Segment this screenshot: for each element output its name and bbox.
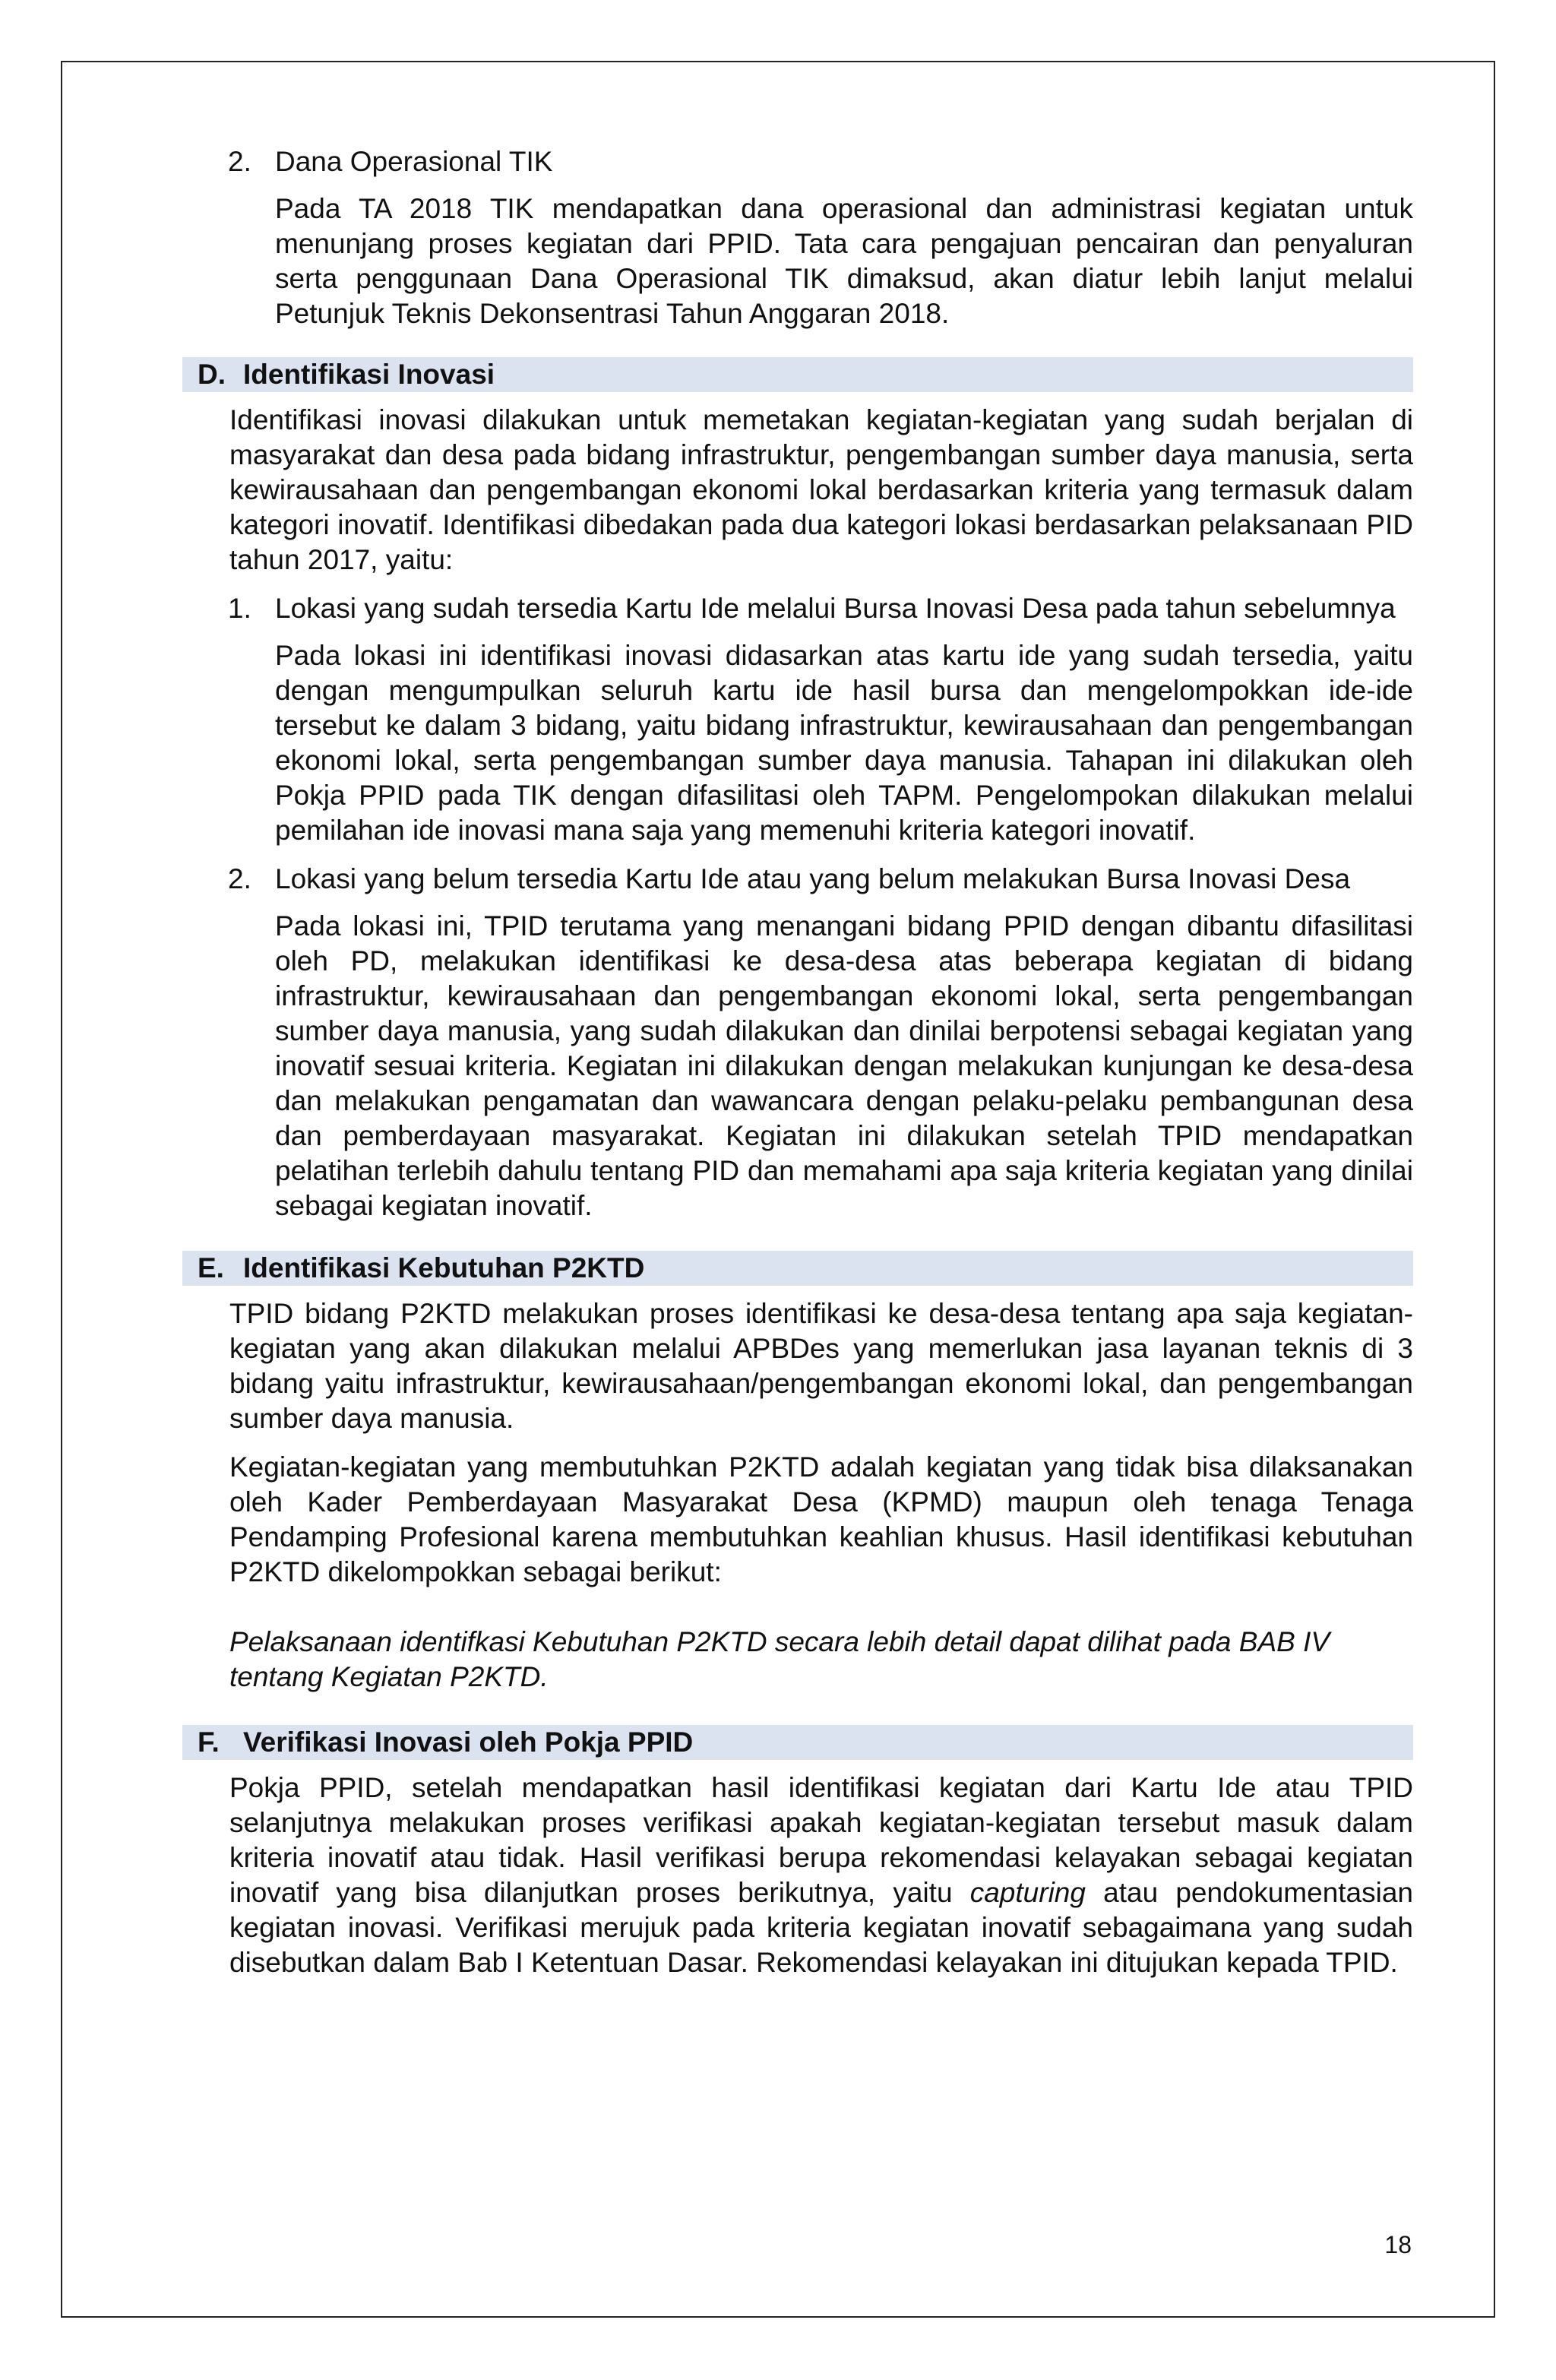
list-item-number: 2.: [228, 146, 251, 177]
paragraph: TPID bidang P2KTD melakukan proses identifikasi ke desa-desa tentang apa saja kegiatan-kegiatan yang akan dilakukan melalui APBDes yang memerlukan jasa layanan teknis di 3 bidang yaitu infrastruktur, kewirausahaan/pengembangan ekonomi lokal, dan pengembangan sumber daya manusia.: [229, 1298, 1413, 1434]
paragraph: Kegiatan-kegiatan yang membutuhkan P2KTD adalah kegiatan yang tidak bisa dilaksanakan oleh Kader Pemberdayaan Masyarakat Desa (KPMD) maupun oleh tenaga Tenaga Pendamping Profesional karena membutuhkan keahlian khusus. Hasil identifikasi kebutuhan P2KTD dikelompokkan sebagai berikut:: [229, 1451, 1413, 1587]
list-item: [167, 862, 1413, 1223]
list-item-dana-operasional: [167, 144, 1413, 331]
section-d-body: [167, 403, 1413, 578]
emphasized-term: capturing: [969, 1877, 1086, 1908]
list-item-number: 2.: [228, 863, 251, 894]
list-item-number: 1.: [228, 593, 251, 624]
page-number: 18: [1384, 2231, 1412, 2258]
list-item: [167, 591, 1413, 848]
paragraph: Identifikasi inovasi dilakukan untuk memetakan kegiatan-kegiatan yang sudah berjalan di masyarakat dan desa pada bidang infrastruktur, pengembangan sumber daya manusia, serta kewirausahaan dan pengembangan ekonomi lokal berdasarkan kriteria yang termasuk dalam kategori inovatif. Identifikasi dibedakan pada dua kategori lokasi berdasarkan pelaksanaan PID tahun 2017, yaitu:: [229, 404, 1413, 575]
section-letter: E.: [198, 1252, 224, 1283]
section-heading-e: [182, 1251, 1413, 1286]
section-letter: D.: [198, 359, 226, 390]
paragraph: Pada lokasi ini identifikasi inovasi didasarkan atas kartu ide yang sudah tersedia, yaitu dengan mengumpulkan seluruh kartu ide hasil bursa dan mengelompokkan ide-ide tersebut ke dalam 3 bidang, yaitu bidang infrastruktur, kewirausahaan dan pengembangan ekonomi lokal, serta pengembangan sumber daya manusia. Tahapan ini dilakukan oleh Pokja PPID pada TIK dengan difasilitasi oleh TAPM. Pengelompokan dilakukan melalui pemilahan ide inovasi mana saja yang memenuhi kriteria kategori inovatif.: [275, 640, 1413, 846]
section-heading-f: [182, 1725, 1413, 1760]
section-letter: F.: [198, 1726, 220, 1758]
list-item-title: Lokasi yang belum tersedia Kartu Ide atau yang belum melakukan Bursa Inovasi Desa: [275, 863, 1351, 894]
section-f-body: [167, 1771, 1413, 1980]
italic-note: Pelaksanaan identifkasi Kebutuhan P2KTD secara lebih detail dapat dilihat pada BAB IV tentang Kegiatan P2KTD.: [229, 1626, 1330, 1692]
section-title: Identifikasi Inovasi: [243, 359, 495, 390]
paragraph: [229, 1771, 1413, 1980]
page-content: [167, 144, 1413, 1980]
section-title: Identifikasi Kebutuhan P2KTD: [243, 1252, 645, 1283]
list-item-title: Lokasi yang sudah tersedia Kartu Ide melalui Bursa Inovasi Desa pada tahun sebelumnya: [275, 593, 1396, 624]
paragraph-text: atau pendokumentasian kegiatan inovasi. Verifikasi merujuk pada kriteria kegiatan inovatif sebagaimana yang sudah disebutkan dalam Bab I Ketentuan Dasar. Rekomendasi kelayakan ini ditujukan kepada TPID.: [229, 1877, 1414, 1978]
section-heading-d: [182, 357, 1413, 392]
list-item-title: Dana Operasional TIK: [275, 146, 553, 177]
paragraph: Pada TA 2018 TIK mendapatkan dana operasional dan administrasi kegiatan untuk menunjang proses kegiatan dari PPID. Tata cara pengajuan pencairan dan penyaluran serta penggunaan Dana Operasional TIK dimaksud, akan diatur lebih lanjut melalui Petunjuk Teknis Dekonsentrasi Tahun Anggaran 2018.: [275, 193, 1413, 329]
section-title: Verifikasi Inovasi oleh Pokja PPID: [243, 1726, 694, 1758]
section-e-body: [167, 1296, 1413, 1695]
paragraph: Pada lokasi ini, TPID terutama yang menangani bidang PPID dengan dibantu difasilitasi oleh PD, melakukan identifikasi ke desa-desa atas beberapa kegiatan di bidang infrastruktur, kewirausahaan dan pengembangan ekonomi lokal, serta pengembangan sumber daya manusia, yang sudah dilakukan dan dinilai berpotensi sebagai kegiatan yang inovatif sesuai kriteria. Kegiatan ini dilakukan dengan melakukan kunjungan ke desa-desa dan melakukan pengamatan dan wawancara dengan pelaku-pelaku pembangunan desa dan pemberdayaan masyarakat. Kegiatan ini dilakukan setelah TPID mendapatkan pelatihan terlebih dahulu tentang PID dan memahami apa saja kriteria kegiatan yang dinilai sebagai kegiatan inovatif.: [275, 910, 1413, 1221]
paragraph-text: Pokja PPID, setelah mendapatkan hasil identifikasi kegiatan dari Kartu Ide atau TPID selanjutnya melakukan proses verifikasi apakah kegiatan-kegiatan tersebut masuk dalam kriteria inovatif atau tidak. Hasil verifikasi berupa rekomendasi kelayakan sebagai kegiatan inovatif yang bisa dilanjutkan proses berikutnya, yaitu: [229, 1772, 1413, 1908]
